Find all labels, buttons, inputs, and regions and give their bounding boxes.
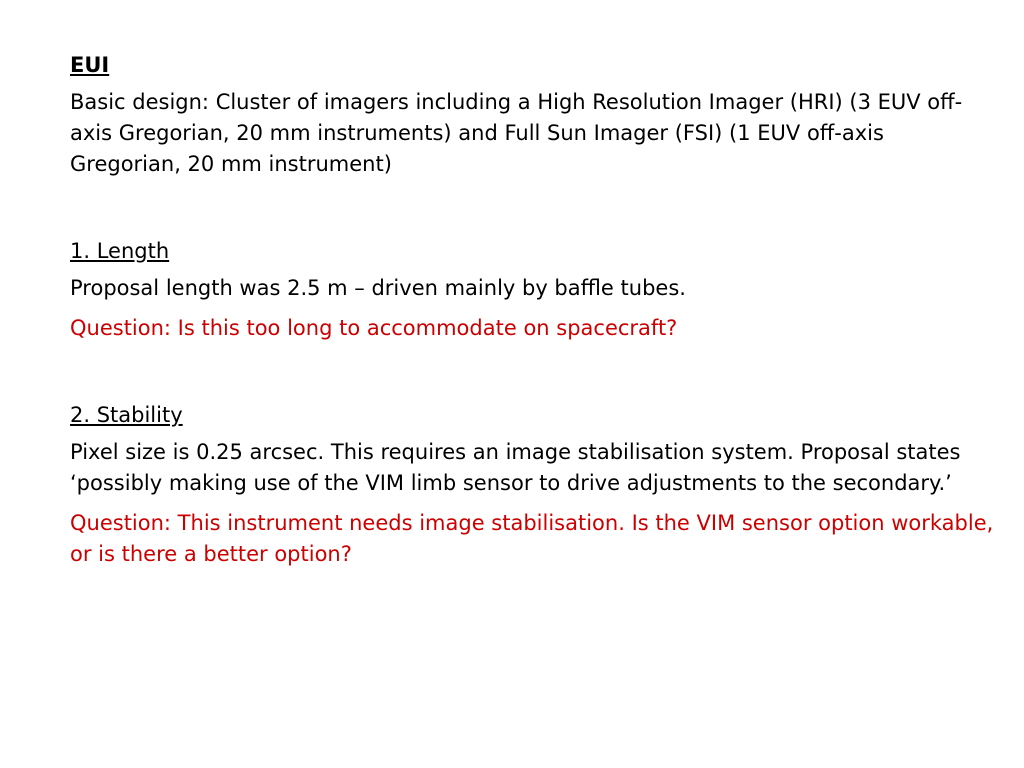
section-heading-length: 1. Length — [70, 239, 170, 263]
section-heading-stability: 2. Stability — [70, 403, 183, 427]
section-body-stability: Pixel size is 0.25 arcsec. This requires an image stabilisation system. Proposal states ‘possibly making use of the VIM limb sensor to drive adjustments to the secondary.’ — [70, 440, 961, 495]
section-question-length: Question: Is this too long to accommodate on spacecraft? — [70, 316, 678, 340]
intro-paragraph: Basic design: Cluster of imagers including a High Resolution Imager (HRI) (3 EUV off-axis Gregorian, 20 mm instruments) and Full Sun Imager (FSI) (1 EUV off-axis Gregorian, 20 mm instrument) — [70, 90, 963, 176]
slide-content — [70, 50, 1000, 579]
spacer — [70, 189, 1000, 236]
slide-title: EUI — [70, 53, 110, 77]
section-question-stability: Question: This instrument needs image stabilisation. Is the VIM sensor option workable, or is there a better option? — [70, 511, 994, 566]
spacer — [70, 353, 1000, 400]
section-body-length: Proposal length was 2.5 m – driven mainly by baffle tubes. — [70, 276, 686, 300]
